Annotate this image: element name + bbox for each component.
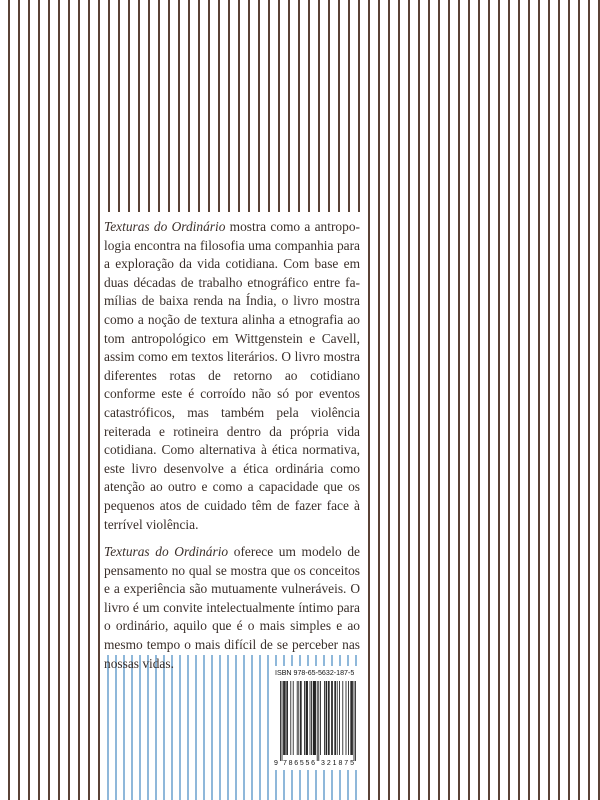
- barcode-bar: [307, 681, 308, 755]
- synopsis-panel: [101, 212, 363, 671]
- barcode-bar: [284, 681, 285, 755]
- book-title: Texturas do Ordinário: [104, 544, 229, 560]
- barcode-bar: [315, 681, 316, 755]
- barcode-bar: [331, 681, 332, 755]
- barcode-bar: [283, 681, 284, 755]
- barcode-bar: [301, 681, 302, 755]
- book-title: Texturas do Ordinário: [104, 219, 226, 234]
- barcode-bar: [318, 681, 319, 761]
- paragraph-body: mostra como a antropologia encontra na filosofia uma companhia para a exploração da vida cotidiana. Com base em duas décadas de trabalho etnográfico entre famílias de baixa renda na Índia, o livro mostra como a noção de textura alinha a etnografia ao tom antropológico em Wittgenstein e Cavell, assim como em textos literários. O livro mostra diferentes rotas de retorno ao cotidiano conforme este é corroído não só por eventos catastróficos, mas também pela violência reiterada e rotineira dentro da própria vida cotidiana. Como alternativa à ética normativa, este livro desenvolve a ética ordinária como atenção ao outro e como a capacidade que os pequenos atos de cuidado têm de fazer face à terrível violência.: [104, 219, 360, 532]
- barcode-bar: [313, 681, 314, 755]
- barcode-bar: [280, 681, 281, 761]
- barcode-bar: [329, 681, 330, 755]
- barcode-left-digits: 786556: [283, 760, 315, 767]
- barcode-first-digit: 9: [274, 760, 278, 767]
- barcode-bar: [293, 681, 294, 755]
- barcode-bar: [314, 681, 315, 755]
- barcode-bar: [332, 681, 333, 755]
- barcode-bar: [290, 681, 291, 755]
- barcode-bar: [346, 681, 347, 755]
- barcode-bar: [339, 681, 340, 755]
- barcode-bar: [310, 681, 311, 755]
- synopsis-paragraph-2: [104, 543, 360, 673]
- barcode-bar: [355, 681, 356, 761]
- barcode-bar: [320, 681, 321, 755]
- isbn-label: ISBN 978-65-5632-187-5: [275, 669, 355, 677]
- barcode-bar: [351, 681, 352, 755]
- barcode-bar: [342, 681, 343, 755]
- barcode-right-digits: 321875: [321, 760, 354, 767]
- barcode-bar: [297, 681, 298, 755]
- barcode-bar: [282, 681, 283, 761]
- barcode-bar: [335, 681, 336, 755]
- barcode-bar: [354, 681, 355, 761]
- barcode-bar: [334, 681, 335, 755]
- barcode-bar: [298, 681, 299, 755]
- barcode-bar: [287, 681, 288, 755]
- barcode-bar: [306, 681, 307, 755]
- barcode-bar: [324, 681, 325, 755]
- synopsis-paragraph-1: [104, 218, 360, 534]
- barcode-bar: [350, 681, 351, 755]
- barcode-bar: [286, 681, 287, 755]
- synopsis-text: [104, 218, 360, 673]
- barcode-bar: [317, 681, 318, 761]
- isbn-barcode-box: [271, 666, 363, 770]
- barcode-bar: [306, 681, 307, 755]
- barcode-bar: [311, 681, 312, 755]
- barcode-bar: [314, 681, 315, 755]
- barcode-bar: [326, 681, 327, 755]
- barcode-bar: [348, 681, 349, 755]
- barcode-bar: [285, 681, 286, 755]
- barcode-image: [271, 681, 363, 769]
- barcode-bar: [326, 681, 327, 755]
- paragraph-body: oferece um modelo de pensamento no qual se mostra que os conceitos e a experiência são mutuamente vulneráveis. O livro é um convite intelectualmente íntimo para o ordinário, aquilo que é o mais simples e ao mesmo tempo o mais difícil de se perceber nas nossas vidas.: [104, 544, 360, 671]
- barcode-bar: [328, 681, 329, 755]
- barcode-bars: [280, 681, 356, 761]
- barcode-bar: [300, 681, 301, 755]
- barcode-bar: [304, 681, 305, 755]
- barcode-bar: [352, 681, 353, 755]
- barcode-bar: [337, 681, 338, 755]
